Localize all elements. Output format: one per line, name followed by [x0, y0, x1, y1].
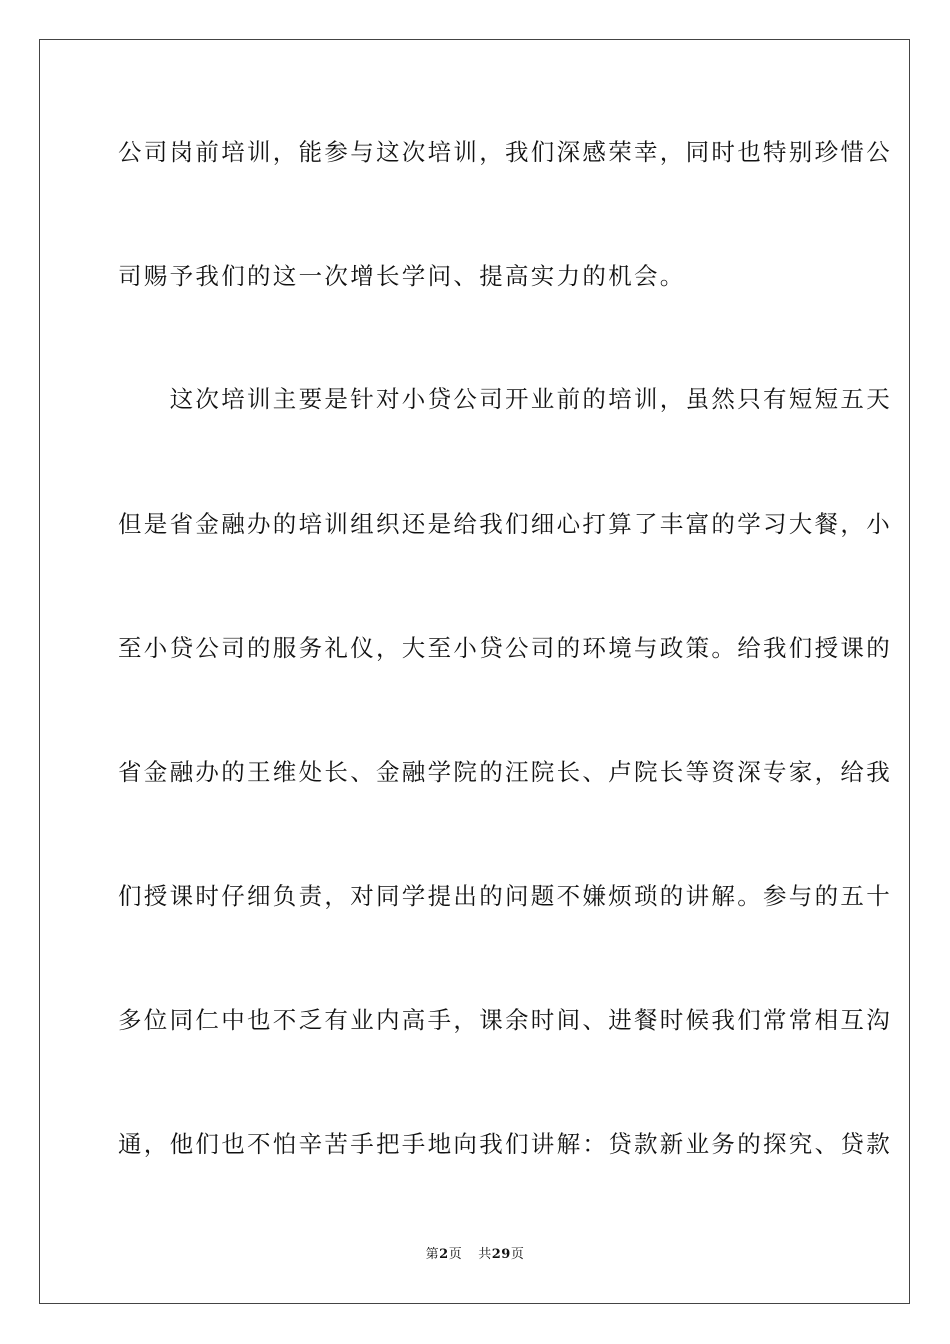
text-line: 但是省金融办的培训组织还是给我们细心打算了丰富的学习大餐，小 — [118, 510, 892, 538]
page-label-suffix: 页 — [448, 1247, 463, 1262]
total-label-suffix: 页 — [510, 1247, 525, 1262]
total-pages: 29 — [491, 1247, 511, 1262]
text-line: 省金融办的王维处长、金融学院的汪院长、卢院长等资深专家，给我 — [118, 758, 892, 786]
text-line: 司赐予我们的这一次增长学问、提高实力的机会。 — [118, 262, 686, 290]
text-line: 通，他们也不怕辛苦手把手地向我们讲解：贷款新业务的探究、贷款 — [118, 1130, 892, 1158]
page-footer — [0, 1246, 950, 1264]
text-line: 多位同仁中也不乏有业内高手，课余时间、进餐时候我们常常相互沟 — [118, 1006, 892, 1034]
page-number: 2 — [439, 1247, 449, 1262]
text-line: 们授课时仔细负责，对同学提出的问题不嫌烦琐的讲解。参与的五十 — [118, 882, 892, 910]
page-label-prefix: 第 — [425, 1247, 440, 1262]
page-border — [39, 39, 910, 1304]
total-label-prefix: 共 — [478, 1247, 492, 1262]
text-line: 这次培训主要是针对小贷公司开业前的培训，虽然只有短短五天 — [118, 385, 892, 413]
text-line: 公司岗前培训，能参与这次培训，我们深感荣幸，同时也特别珍惜公 — [118, 138, 892, 166]
text-line: 至小贷公司的服务礼仪，大至小贷公司的环境与政策。给我们授课的 — [118, 634, 892, 662]
